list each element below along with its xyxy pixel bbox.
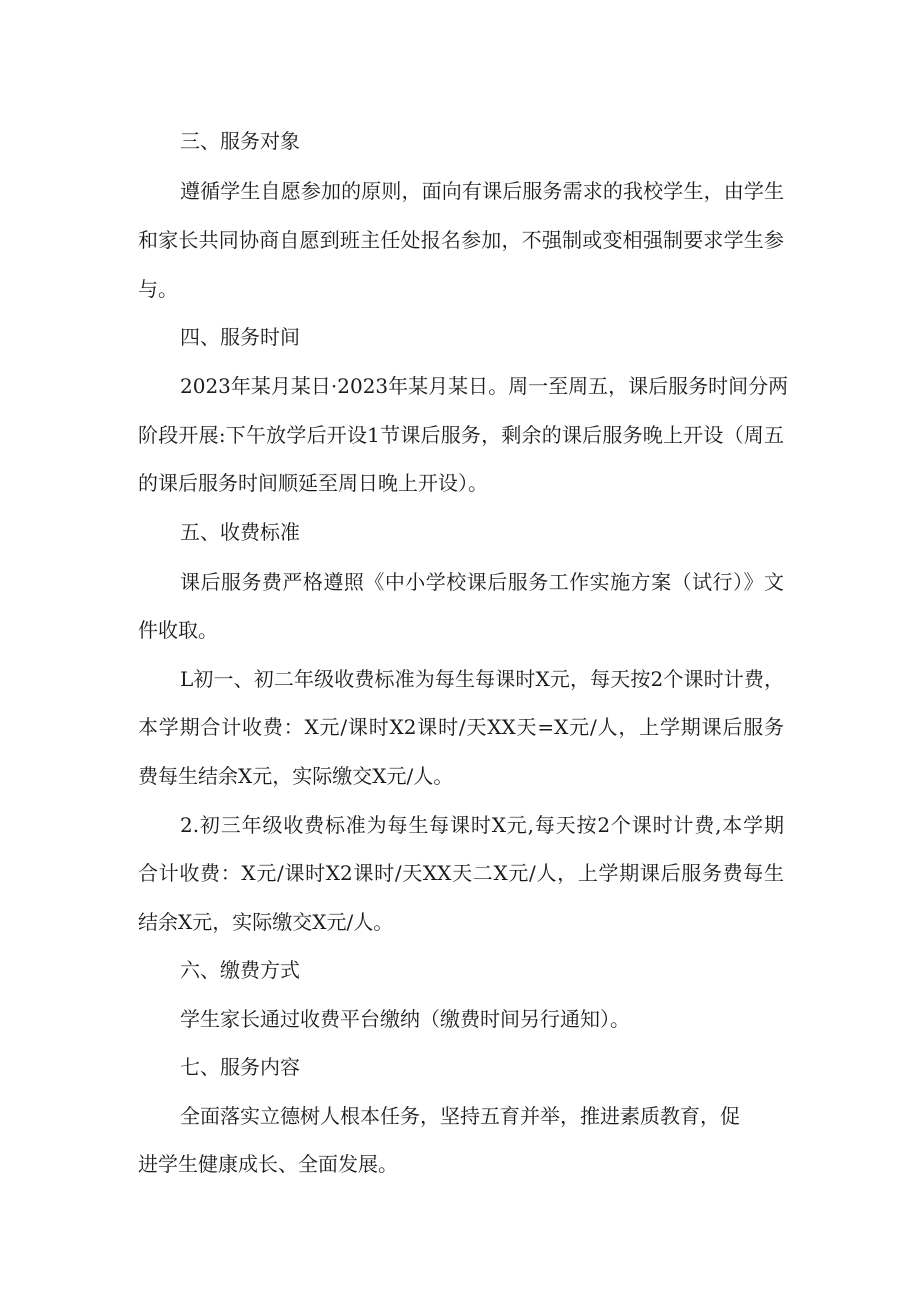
paragraph-line: 件收取。	[138, 618, 218, 642]
paragraph-line: 的课后服务时间顺延至周日晚上开设）。	[138, 471, 488, 495]
section-heading: 五、收费标准	[180, 520, 300, 544]
paragraph-line: L初一、初二年级收费标准为每生每课时X元，每天按2个课时计费，	[180, 667, 784, 691]
paragraph-line: 学生家长通过收费平台缴纳（缴费时间另行通知）。	[180, 1007, 630, 1031]
paragraph-line: 遵循学生自愿参加的原则，面向有课后服务需求的我校学生，由学生	[180, 179, 784, 203]
section-heading: 七、服务内容	[180, 1055, 300, 1079]
paragraph-line: 2023年某月某日·2023年某月某日。周一至周五，课后服务时间分两	[180, 374, 789, 398]
paragraph-line: 结余X元，实际缴交X元/人。	[138, 910, 394, 934]
paragraph-line: 阶段开展:下午放学后开设1节课后服务，剩余的课后服务晚上开设（周五	[138, 423, 784, 447]
paragraph-line: 全面落实立德树人根本任务，坚持五育并举，推进素质教育，促	[180, 1104, 740, 1128]
section-heading: 三、服务对象	[180, 129, 300, 153]
paragraph-line: 进学生健康成长、全面发展。	[138, 1152, 398, 1176]
paragraph-line: 与。	[138, 277, 178, 301]
section-heading: 四、服务时间	[180, 325, 300, 349]
paragraph-line: 本学期合计收费：X元/课时X2课时/天XX天=X元/人，上学期课后服务	[138, 715, 784, 739]
paragraph-line: 合计收费：X元/课时X2课时/天XX天二X元/人，上学期课后服务费每生	[138, 861, 784, 885]
paragraph-line: 和家长共同协商自愿到班主任处报名参加，不强制或变相强制要求学生参	[138, 228, 784, 252]
paragraph-line: 课后服务费严格遵照《中小学校课后服务工作实施方案（试行）》文	[180, 570, 784, 594]
paragraph-line: 2.初三年级收费标准为每生每课时X元,每天按2个课时计费,本学期	[180, 813, 784, 837]
section-heading: 六、缴费方式	[180, 958, 300, 982]
paragraph-line: 费每生结余X元，实际缴交X元/人。	[138, 764, 454, 788]
